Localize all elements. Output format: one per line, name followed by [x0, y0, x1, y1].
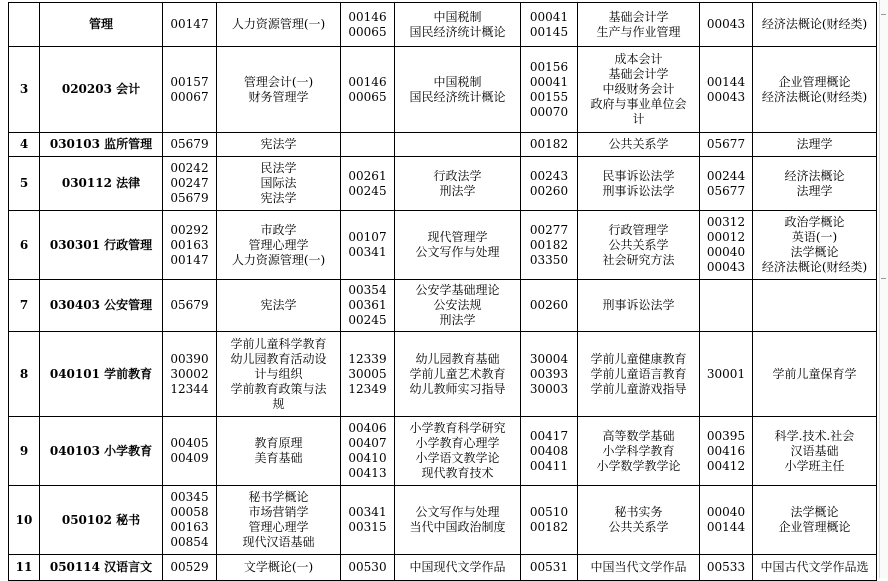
cell-text: 00395 — [706, 428, 746, 443]
course-name-cell — [578, 280, 700, 332]
cell-text: 管理 — [88, 17, 113, 31]
cell-text: 00529 — [170, 560, 209, 574]
cell-text: 00058 — [170, 505, 209, 519]
cell-text: 040103 小学教育 — [49, 443, 153, 458]
cell-text: 05679 — [170, 298, 209, 312]
course-code-cell — [341, 133, 395, 157]
cell-text: 00406 — [348, 421, 387, 435]
cell-text: 05679 — [170, 137, 209, 151]
course-name-cell — [395, 3, 521, 47]
cell-text: 学前儿童保育学 — [772, 366, 857, 381]
course-name-cell — [217, 47, 341, 133]
course-name-cell — [217, 157, 341, 211]
cell-text: 民事诉讼法学 — [602, 168, 675, 183]
course-name-cell — [395, 332, 521, 417]
cell-text: 小学科学教育 — [602, 443, 675, 458]
row-number-cell — [9, 280, 40, 332]
cell-text: 00312 — [706, 215, 746, 229]
cell-text: 03350 — [529, 252, 569, 267]
cell-text: 国民经济统计概论 — [409, 89, 506, 104]
cell-text: 行政法学 — [433, 168, 482, 183]
cell-text: 050102 秘书 — [61, 512, 141, 527]
cell-text: 00147 — [170, 17, 209, 31]
table-body — [9, 3, 877, 581]
course-code-cell — [163, 211, 217, 280]
course-name-cell — [578, 332, 700, 417]
cell-text: 人力资源管理(一) — [231, 17, 326, 31]
cell-text: 00261 — [348, 168, 387, 183]
cell-text: 刑事诉讼法学 — [602, 298, 675, 312]
course-name-cell — [578, 486, 700, 555]
course-code-cell — [341, 157, 395, 211]
cell-text: 中国古代文学作品选 — [760, 560, 869, 574]
cell-text: 30005 — [348, 366, 387, 381]
cell-text: 公共关系学 — [608, 137, 669, 151]
course-name-cell — [217, 211, 341, 280]
cell-text: 科学.技术.社会 — [774, 428, 855, 443]
cell-text: 企业管理概论 — [778, 520, 851, 534]
cell-text: 管理心理学 — [248, 520, 309, 534]
cell-text: 公文写作与处理 — [415, 245, 500, 259]
cell-text: 00417 — [529, 428, 569, 443]
cell-text: 现代教育技术 — [421, 466, 494, 480]
table-row — [9, 486, 877, 555]
cell-text: 00354 — [348, 283, 387, 297]
cell-text: 学前教育政策与法 — [230, 381, 327, 396]
cell-text: 00144 — [706, 520, 746, 534]
row-number-cell — [9, 211, 40, 280]
course-name-cell — [753, 47, 877, 133]
table-row — [9, 47, 877, 133]
cell-text: 020203 会计 — [61, 82, 141, 96]
cell-text: 00182 — [529, 137, 569, 151]
cell-text: 政府与事业单位会 — [590, 97, 687, 111]
cell-text: 小学班主任 — [784, 458, 845, 473]
cell-text: 00413 — [348, 466, 387, 480]
cell-text: 宪法学 — [260, 298, 297, 312]
cell-text: 030301 行政管理 — [49, 237, 153, 252]
cell-text: 00156 — [529, 59, 569, 74]
exam-course-table — [8, 2, 877, 581]
row-number-cell — [9, 3, 40, 47]
course-code-cell — [341, 3, 395, 47]
cell-text: 秘书学概论 — [248, 490, 309, 504]
cell-text: 公安学基础理论 — [415, 283, 500, 297]
cell-text: 计与组织 — [254, 366, 303, 381]
cell-text: 00244 — [706, 168, 746, 183]
cell-text: 高等数学基础 — [602, 428, 675, 443]
cell-text: 00341 — [348, 245, 387, 259]
cell-text: 11 — [15, 560, 33, 574]
course-code-cell — [163, 555, 217, 581]
course-code-cell — [163, 47, 217, 133]
cell-text: 12349 — [348, 381, 387, 396]
cell-text: 企业管理概论 — [778, 74, 851, 89]
cell-text: 00043 — [706, 89, 746, 104]
cell-text: 财务管理学 — [248, 89, 309, 104]
cell-text: 汉语基础 — [790, 443, 839, 458]
cell-text: 中国税制 — [433, 74, 482, 89]
page-edge — [879, 0, 888, 578]
cell-text: 中国现代文学作品 — [409, 560, 506, 574]
cell-text: 秘书实务 — [614, 505, 663, 519]
cell-text: 00292 — [170, 222, 209, 237]
course-code-cell — [163, 133, 217, 157]
cell-text: 现代汉语基础 — [242, 535, 315, 549]
cell-text: 经济法概论(财经类) — [761, 89, 868, 104]
cell-text: 法理学 — [796, 183, 833, 198]
cell-text: 00163 — [170, 520, 209, 534]
cell-text: 宪法学 — [260, 137, 297, 151]
major-cell — [40, 332, 163, 417]
cell-text: 5 — [19, 176, 29, 190]
cell-text: 00146 — [348, 74, 387, 89]
major-cell — [40, 47, 163, 133]
major-cell — [40, 417, 163, 486]
cell-text: 小学数学教学论 — [596, 458, 681, 473]
table-row — [9, 555, 877, 581]
cell-text: 00243 — [529, 168, 569, 183]
cell-text: 美育基础 — [254, 451, 303, 465]
cell-text: 00040 — [706, 505, 746, 519]
cell-text: 公安法规 — [433, 298, 482, 312]
course-name-cell — [217, 417, 341, 486]
cell-text: 幼儿园教育基础 — [415, 351, 500, 366]
cell-text: 文学概论(一) — [243, 560, 314, 574]
cell-text: 国民经济统计概论 — [409, 24, 506, 39]
cell-text: 05679 — [170, 191, 209, 205]
cell-text: 00245 — [348, 183, 387, 198]
cell-text: 公共关系学 — [608, 520, 669, 534]
cell-text: 社会研究方法 — [602, 252, 675, 267]
cell-text: 00407 — [348, 436, 387, 450]
cell-text: 学前儿童艺术教育 — [409, 366, 506, 381]
cell-text: 法理学 — [796, 137, 833, 151]
cell-text: 刑法学 — [439, 313, 476, 327]
cell-text: 9 — [19, 443, 29, 458]
cell-text: 中国税制 — [433, 9, 482, 24]
course-code-cell — [521, 417, 578, 486]
cell-text: 00345 — [170, 490, 209, 504]
course-name-cell — [395, 555, 521, 581]
cell-text: 00260 — [529, 298, 569, 312]
cell-text: 英语(一) — [791, 230, 838, 244]
cell-text: 规 — [272, 396, 285, 411]
cell-text: 3 — [19, 82, 29, 96]
cell-text: 国际法 — [260, 176, 297, 190]
course-code-cell — [163, 417, 217, 486]
course-code-cell — [341, 211, 395, 280]
cell-text: 基础会计学 — [608, 9, 669, 24]
cell-text: 00041 — [529, 74, 569, 89]
major-cell — [40, 211, 163, 280]
course-name-cell — [395, 133, 521, 157]
cell-text: 公文写作与处理 — [415, 505, 500, 519]
cell-text: 00070 — [529, 104, 569, 119]
course-code-cell — [163, 332, 217, 417]
course-name-cell — [578, 47, 700, 133]
cell-text: 00065 — [348, 89, 387, 104]
course-name-cell — [395, 47, 521, 133]
cell-text: 00242 — [170, 161, 209, 175]
cell-text: 管理心理学 — [248, 237, 309, 252]
cell-text: 00043 — [706, 260, 746, 274]
course-code-cell — [163, 3, 217, 47]
cell-text: 00341 — [348, 505, 387, 519]
course-name-cell — [753, 3, 877, 47]
cell-text: 00411 — [529, 458, 569, 473]
course-code-cell — [700, 280, 753, 332]
cell-text: 6 — [19, 237, 29, 252]
cell-text: 00182 — [529, 237, 569, 252]
cell-text: 刑法学 — [439, 183, 476, 198]
cell-text: 00410 — [348, 451, 387, 465]
cell-text: 教育原理 — [254, 436, 303, 450]
edge-tick — [881, 14, 886, 15]
major-cell — [40, 133, 163, 157]
cell-text: 00416 — [706, 443, 746, 458]
cell-text: 经济法概论 — [784, 168, 845, 183]
table-row — [9, 133, 877, 157]
course-name-cell — [395, 280, 521, 332]
table-row — [9, 417, 877, 486]
course-code-cell — [700, 555, 753, 581]
table-row — [9, 3, 877, 47]
course-code-cell — [700, 133, 753, 157]
cell-text: 00531 — [529, 560, 569, 574]
cell-text: 040101 学前教育 — [49, 366, 153, 381]
table-row — [9, 211, 877, 280]
course-code-cell — [700, 417, 753, 486]
cell-text: 成本会计 — [614, 52, 663, 66]
table-row — [9, 157, 877, 211]
course-code-cell — [521, 157, 578, 211]
course-code-cell — [341, 417, 395, 486]
table-row — [9, 332, 877, 417]
cell-text: 030103 监所管理 — [49, 137, 153, 151]
course-name-cell — [395, 211, 521, 280]
cell-text: 00361 — [348, 298, 387, 312]
course-name-cell — [395, 417, 521, 486]
cell-text: 00155 — [529, 89, 569, 104]
course-name-cell — [753, 332, 877, 417]
course-name-cell — [753, 417, 877, 486]
course-code-cell — [521, 47, 578, 133]
cell-text: 经济法概论(财经类) — [761, 260, 868, 274]
cell-text: 030403 公安管理 — [49, 298, 153, 312]
course-code-cell — [700, 486, 753, 555]
row-number-cell — [9, 417, 40, 486]
course-name-cell — [217, 332, 341, 417]
cell-text: 00409 — [170, 451, 209, 465]
course-name-cell — [395, 157, 521, 211]
course-name-cell — [753, 133, 877, 157]
cell-text: 12339 — [348, 351, 387, 366]
cell-text: 05677 — [706, 137, 746, 151]
cell-text: 00405 — [170, 436, 209, 450]
cell-text: 00412 — [706, 458, 746, 473]
cell-text: 中级财务会计 — [602, 82, 675, 96]
cell-text: 00144 — [706, 74, 746, 89]
cell-text: 公共关系学 — [608, 237, 669, 252]
major-cell — [40, 280, 163, 332]
cell-text: 30003 — [529, 381, 569, 396]
course-name-cell — [578, 555, 700, 581]
cell-text: 00147 — [170, 252, 209, 267]
cell-text: 小学教育心理学 — [415, 436, 500, 450]
course-name-cell — [217, 486, 341, 555]
cell-text: 市政学 — [260, 222, 297, 237]
course-code-cell — [163, 157, 217, 211]
cell-text: 经济法概论(财经类) — [761, 17, 868, 31]
course-name-cell — [753, 157, 877, 211]
cell-text: 法学概论 — [790, 505, 839, 519]
cell-text: 政治学概论 — [784, 215, 845, 229]
row-number-cell — [9, 486, 40, 555]
course-name-cell — [753, 211, 877, 280]
cell-text: 学前儿童游戏指导 — [590, 381, 687, 396]
cell-text: 00277 — [529, 222, 569, 237]
cell-text: 7 — [19, 298, 29, 312]
cell-text: 幼儿园教育活动设 — [230, 351, 327, 366]
cell-text: 10 — [15, 512, 33, 527]
course-name-cell — [753, 555, 877, 581]
cell-text: 050114 汉语言文 — [49, 560, 153, 574]
course-code-cell — [521, 133, 578, 157]
course-code-cell — [700, 332, 753, 417]
cell-text: 00245 — [348, 313, 387, 327]
cell-text: 市场营销学 — [248, 505, 309, 519]
cell-text: 00315 — [348, 520, 387, 534]
major-cell — [40, 3, 163, 47]
cell-text: 管理会计(一) — [243, 74, 314, 89]
cell-text: 当代中国政治制度 — [409, 520, 506, 534]
course-name-cell — [753, 486, 877, 555]
major-cell — [40, 486, 163, 555]
cell-text: 00012 — [706, 230, 746, 244]
edge-tick — [881, 278, 886, 279]
cell-text: 00163 — [170, 237, 209, 252]
cell-text: 00157 — [170, 74, 209, 89]
cell-text: 基础会计学 — [608, 67, 669, 81]
table-row — [9, 280, 877, 332]
course-code-cell — [163, 486, 217, 555]
row-number-cell — [9, 555, 40, 581]
course-name-cell — [217, 555, 341, 581]
course-code-cell — [521, 486, 578, 555]
cell-text: 00510 — [529, 505, 569, 519]
cell-text: 学前儿童健康教育 — [590, 351, 687, 366]
cell-text: 学前儿童科学教育 — [230, 336, 327, 351]
cell-text: 民法学 — [260, 161, 297, 175]
course-code-cell — [700, 3, 753, 47]
course-code-cell — [521, 280, 578, 332]
cell-text: 00065 — [348, 24, 387, 39]
cell-text: 00041 — [529, 9, 569, 24]
course-code-cell — [521, 3, 578, 47]
cell-text: 现代管理学 — [427, 230, 488, 244]
course-code-cell — [341, 555, 395, 581]
course-code-cell — [341, 280, 395, 332]
row-number-cell — [9, 133, 40, 157]
cell-text: 00107 — [348, 230, 387, 244]
cell-text: 00067 — [170, 89, 209, 104]
course-code-cell — [700, 211, 753, 280]
course-name-cell — [578, 133, 700, 157]
cell-text: 00390 — [170, 351, 209, 366]
cell-text: 00040 — [706, 245, 746, 259]
cell-text: 学前儿童语言教育 — [590, 366, 687, 381]
cell-text: 行政管理学 — [608, 222, 669, 237]
cell-text: 人力资源管理(一) — [231, 252, 326, 267]
course-name-cell — [395, 486, 521, 555]
cell-text: 030112 法律 — [61, 176, 141, 190]
cell-text: 刑事诉讼法学 — [602, 183, 675, 198]
cell-text: 00533 — [706, 560, 746, 574]
course-code-cell — [341, 332, 395, 417]
cell-text: 00043 — [706, 17, 746, 31]
course-code-cell — [521, 332, 578, 417]
course-code-cell — [163, 280, 217, 332]
course-code-cell — [341, 486, 395, 555]
cell-text: 00408 — [529, 443, 569, 458]
course-name-cell — [578, 157, 700, 211]
cell-text: 00530 — [348, 560, 387, 574]
row-number-cell — [9, 47, 40, 133]
course-code-cell — [700, 157, 753, 211]
course-name-cell — [217, 133, 341, 157]
cell-text: 幼儿教师实习指导 — [409, 381, 506, 396]
cell-text: 宪法学 — [260, 191, 297, 205]
course-name-cell — [578, 211, 700, 280]
course-code-cell — [700, 47, 753, 133]
cell-text: 00393 — [529, 366, 569, 381]
cell-text: 12344 — [170, 381, 209, 396]
course-code-cell — [521, 555, 578, 581]
course-name-cell — [578, 3, 700, 47]
cell-text: 30001 — [706, 366, 746, 381]
cell-text: 30002 — [170, 366, 209, 381]
cell-text: 小学教育科学研究 — [409, 421, 506, 435]
course-name-cell — [578, 417, 700, 486]
row-number-cell — [9, 157, 40, 211]
course-name-cell — [217, 280, 341, 332]
course-code-cell — [341, 47, 395, 133]
cell-text: 05677 — [706, 183, 746, 198]
cell-text: 中国当代文学作品 — [590, 560, 687, 574]
major-cell — [40, 157, 163, 211]
cell-text: 生产与作业管理 — [596, 24, 681, 39]
cell-text: 00260 — [529, 183, 569, 198]
cell-text: 法学概论 — [790, 245, 839, 259]
cell-text: 00247 — [170, 176, 209, 190]
cell-text: 00145 — [529, 24, 569, 39]
course-name-cell — [217, 3, 341, 47]
major-cell — [40, 555, 163, 581]
cell-text: 00182 — [529, 520, 569, 534]
cell-text: 4 — [19, 137, 29, 151]
cell-text: 8 — [19, 366, 29, 381]
row-number-cell — [9, 332, 40, 417]
cell-text: 30004 — [529, 351, 569, 366]
course-code-cell — [521, 211, 578, 280]
cell-text: 小学语文教学论 — [415, 451, 500, 465]
cell-text: 00854 — [170, 535, 209, 549]
cell-text: 00146 — [348, 9, 387, 24]
cell-text: 计 — [632, 112, 645, 126]
course-name-cell — [753, 280, 877, 332]
